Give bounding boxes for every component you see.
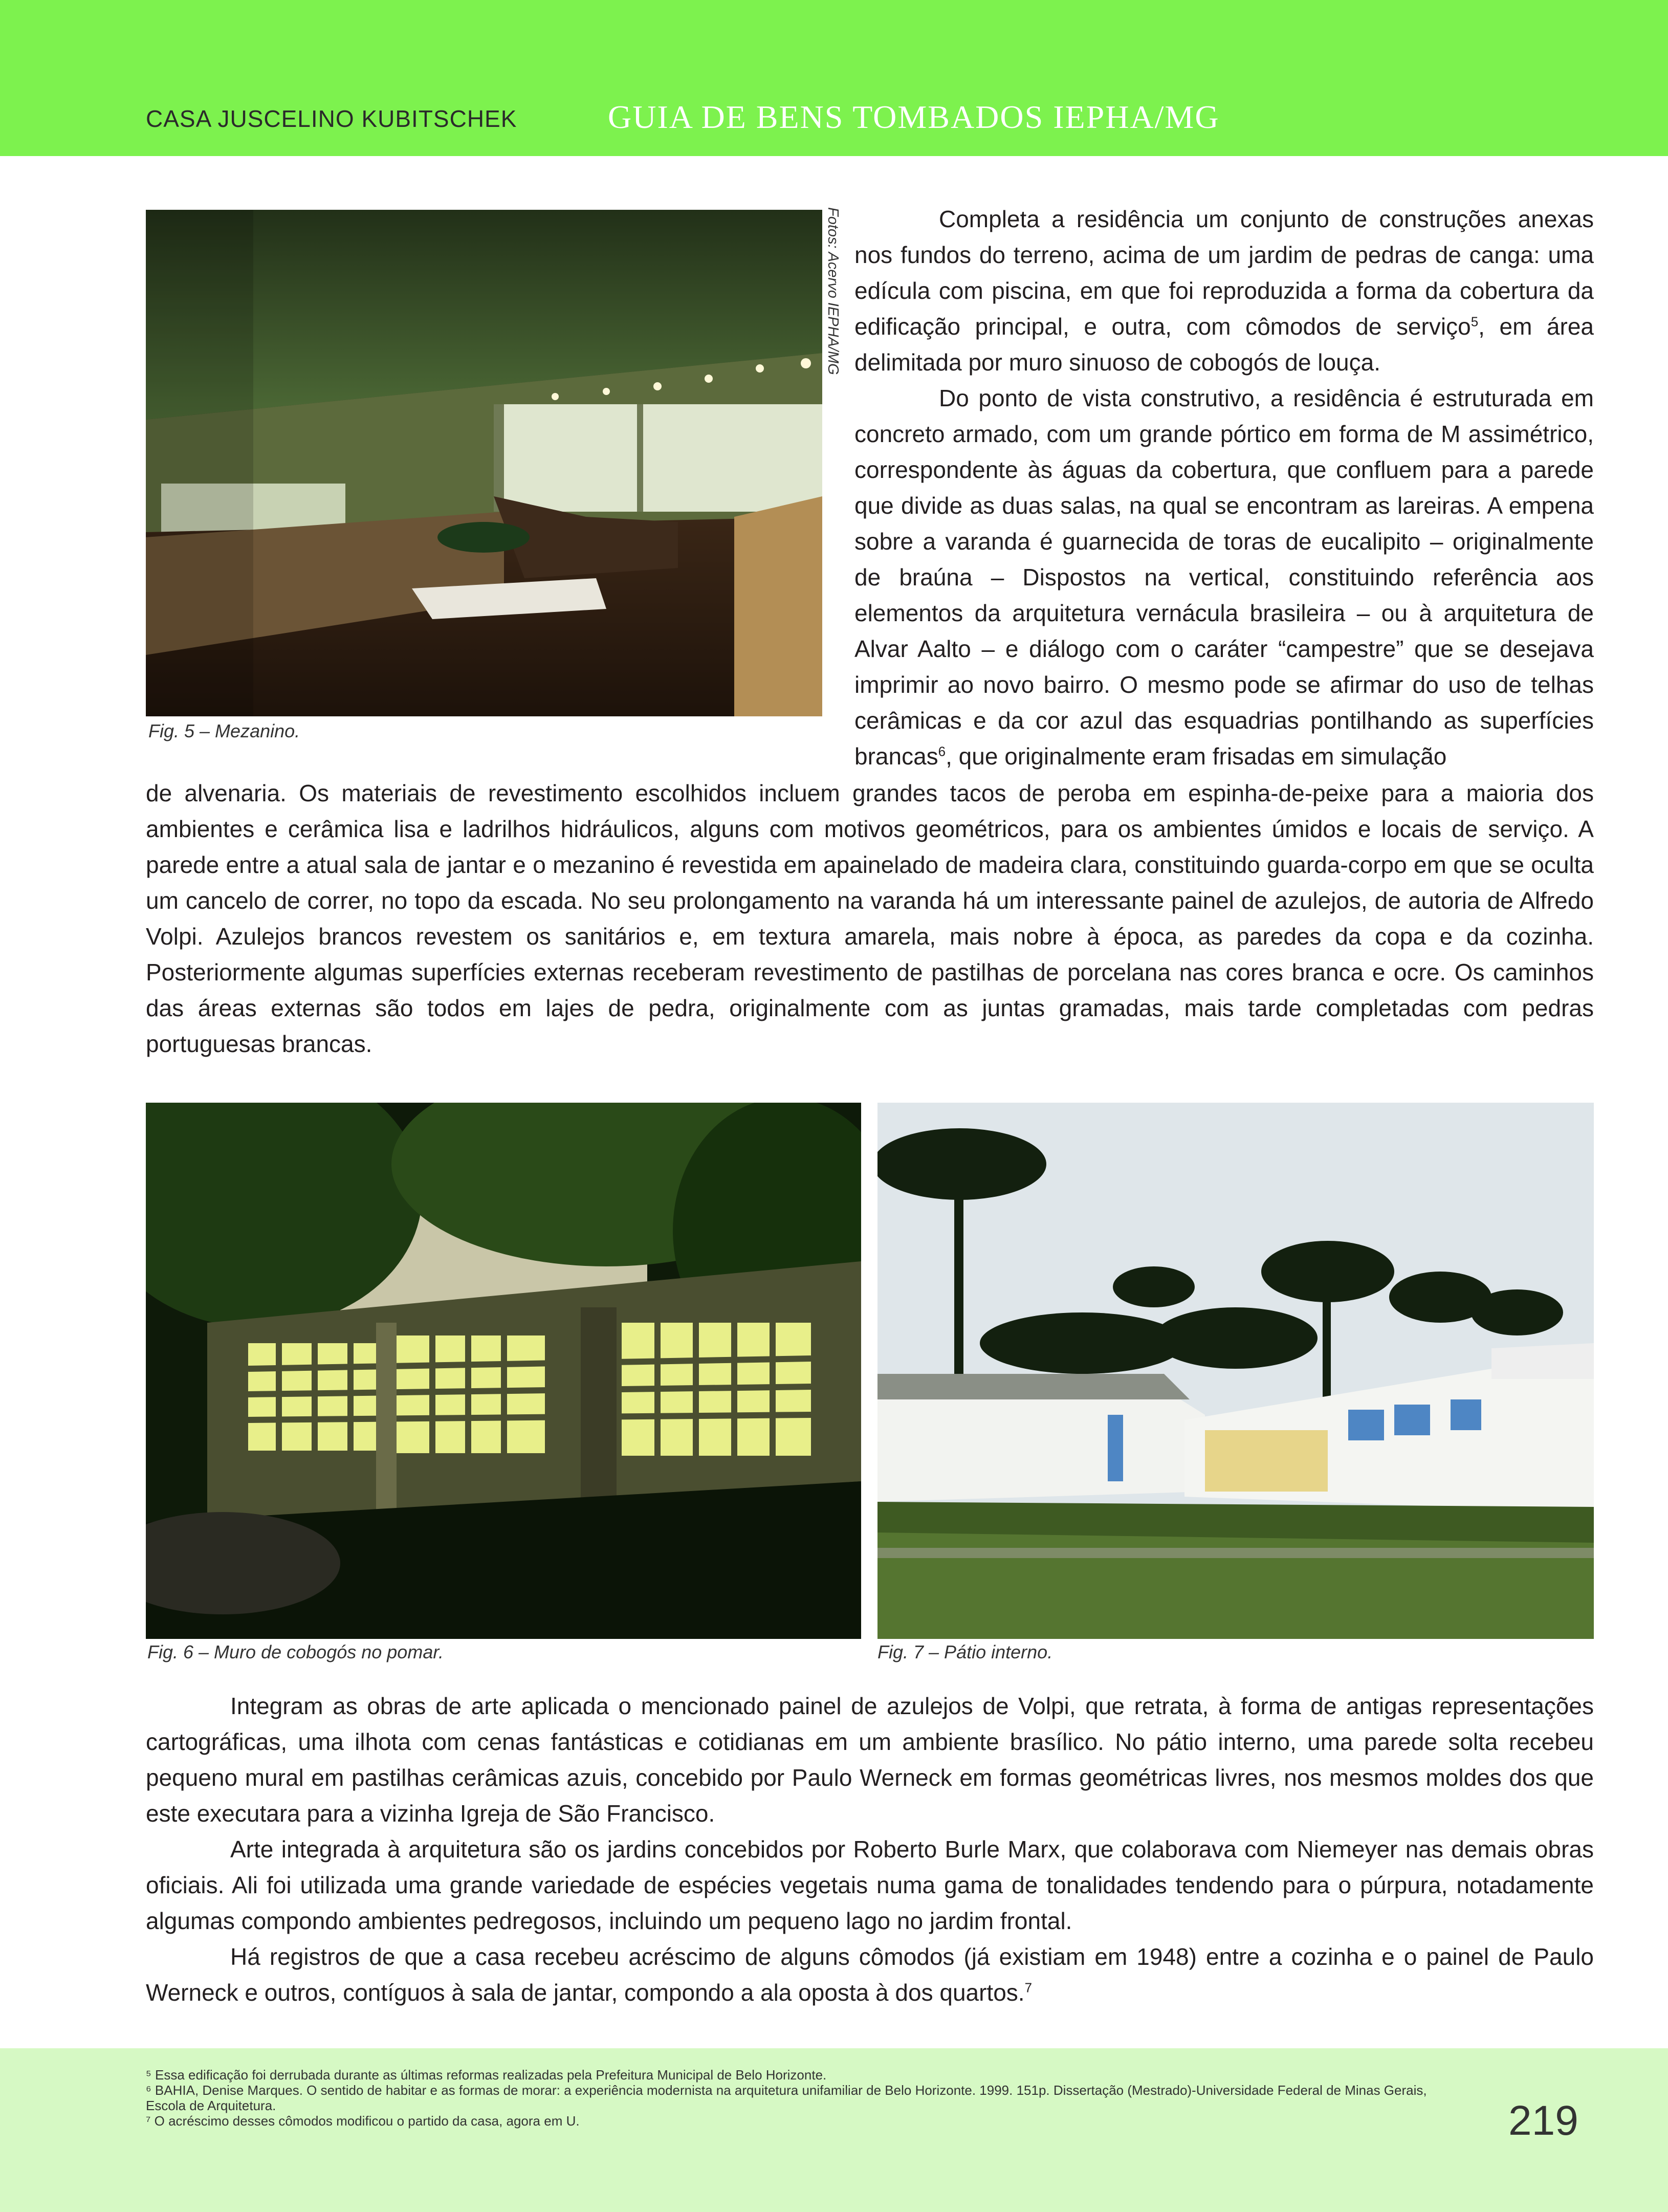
paragraph-3: Integram as obras de arte aplicada o mencionado painel de azulejos de Volpi, que retrata, à forma de antigas representações cartográficas, uma ilhota com cenas fantásticas e cotidianas em um ambiente brasílico. No pátio interno, uma parede solta recebeu pequeno mural em pastilhas cerâmicas azuis, concebido por Paulo Werneck em formas geométricas livres, nos mesmos moldes dos que este executara para a vizinha Igreja de São Francisco. xyxy=(146,1693,1594,1827)
paragraph-1-end: , em área delimitada por muro sinuoso de cobogós de louça. xyxy=(854,313,1594,376)
header-title-left: CASA JUSCELINO KUBITSCHEK xyxy=(146,105,517,132)
paragraph-2-text: Do ponto de vista construtivo, a residência é estruturada em concreto armado, com um grande pórtico em forma de M assimétrico, correspondente às águas da cobertura, que confluem para a parede que divide as duas salas, na qual se encontram as lareiras. A empena sobre a varanda é guarnecida de toras de eucalipito – originalmente de braúna – Dispostos na vertical, constituindo referência aos elementos da arquitetura vernácula brasileira – ou à arquitetura de Alvar Aalto – e diálogo com o caráter “campestre” que se desejava imprimir ao novo bairro. O mesmo pode se afirmar do uso de telhas cerâmicas e da cor azul das esquadrias pontilhando as superfícies brancas xyxy=(854,385,1594,770)
figure-6-cobogo-wall-photo xyxy=(146,1103,861,1639)
figure-6-caption: Fig. 6 – Muro de cobogós no pomar. xyxy=(147,1641,444,1662)
figure-5-caption: Fig. 5 – Mezanino. xyxy=(148,720,300,741)
paragraph-2 xyxy=(854,380,1594,774)
footnote-ref-7[interactable]: 7 xyxy=(1024,1980,1033,1996)
header-band xyxy=(0,0,1668,156)
footnote-6: ⁶ BAHIA, Denise Marques. O sentido de habitar e as formas de morar: a experiência modernista na arquitetura unifamiliar de Belo Horizonte. 1999. 151p. Dissertação (Mestrado)-Universidade Federal de Minas Gerais, Escola de Arquitetura. xyxy=(146,2083,1427,2113)
footnotes xyxy=(146,2067,1466,2129)
footnote-ref-6[interactable]: 6 xyxy=(938,743,946,759)
paragraph-2-continuation: de alvenaria. Os materiais de revestimento escolhidos incluem grandes tacos de peroba em espinha-de-peixe para a maioria dos ambientes e cerâmica lisa e ladrilhos hidráulicos, alguns com motivos geométricos, para os ambientes úmidos e locais de serviço. A parede entre a atual sala de jantar e o mezanino é revestida em apainelado de madeira clara, constituindo guarda-corpo em que se oculta um cancelo de correr, no topo da escada. No seu prolongamento na varanda há um interessante painel de azulejos, de autoria de Alfredo Volpi. Azulejos brancos revestem os sanitários e, em textura amarela, mais nobre à época, as paredes da copa e da cozinha. Posteriormente algumas superfícies externas receberam revestimento de pastilhas de porcelana nas cores branca e ocre. Os caminhos das áreas externas são todos em lajes de pedra, originalmente com as juntas gramadas, mais tarde completadas com pedras portuguesas brancas. xyxy=(146,780,1594,1057)
photo-credit xyxy=(824,207,841,376)
paragraph-4: Arte integrada à arquitetura são os jardins concebidos por Roberto Burle Marx, que colaborava com Niemeyer nas demais obras oficiais. Ali foi utilizada uma grande variedade de espécies vegetais numa gama de tonalidades tendendo para o púrpura, notadamente algumas compondo ambientes pedregosos, incluindo um pequeno lago no jardim frontal. xyxy=(146,1836,1594,1934)
text-column-right xyxy=(854,201,1594,774)
footnote-5: ⁵ Essa edificação foi derrubada durante as últimas reformas realizadas pela Prefeitura Municipal de Belo Horizonte. xyxy=(146,2067,827,2083)
page-number: 219 xyxy=(1508,2097,1578,2144)
header-title-right: GUIA DE BENS TOMBADOS IEPHA/MG xyxy=(608,99,1220,135)
paragraph-5-text: Há registros de que a casa recebeu acréscimo de alguns cômodos (já existiam em 1948) entre a cozinha e o painel de Paulo Werneck e outros, contíguos à sala de jantar, compondo a ala oposta à dos quartos. xyxy=(146,1943,1594,2006)
footnote-7: ⁷ O acréscimo desses cômodos modificou o partido da casa, agora em U. xyxy=(146,2113,580,2129)
paragraph-5 xyxy=(146,1939,1594,2010)
paragraph-1-text: Completa a residência um conjunto de construções anexas nos fundos do terreno, acima de um jardim de pedras de canga: uma edícula com piscina, em que foi reproduzida a forma da cobertura da edificação principal, e outra, com cômodos de serviço xyxy=(854,206,1594,340)
figure-5-mezzanine-photo xyxy=(146,210,822,716)
text-full-width-2 xyxy=(146,1688,1594,2010)
figure-7-caption: Fig. 7 – Pátio interno. xyxy=(877,1641,1053,1662)
paragraph-2-end: , que originalmente eram frisadas em simulação xyxy=(946,743,1447,770)
text-full-width-1 xyxy=(146,775,1594,1062)
figure-7-courtyard-photo xyxy=(877,1103,1594,1639)
paragraph-1 xyxy=(854,201,1594,380)
photo-credit-text: Fotos: Acervo IEPHA/MG xyxy=(825,207,841,375)
footnote-ref-5[interactable]: 5 xyxy=(1471,314,1479,330)
